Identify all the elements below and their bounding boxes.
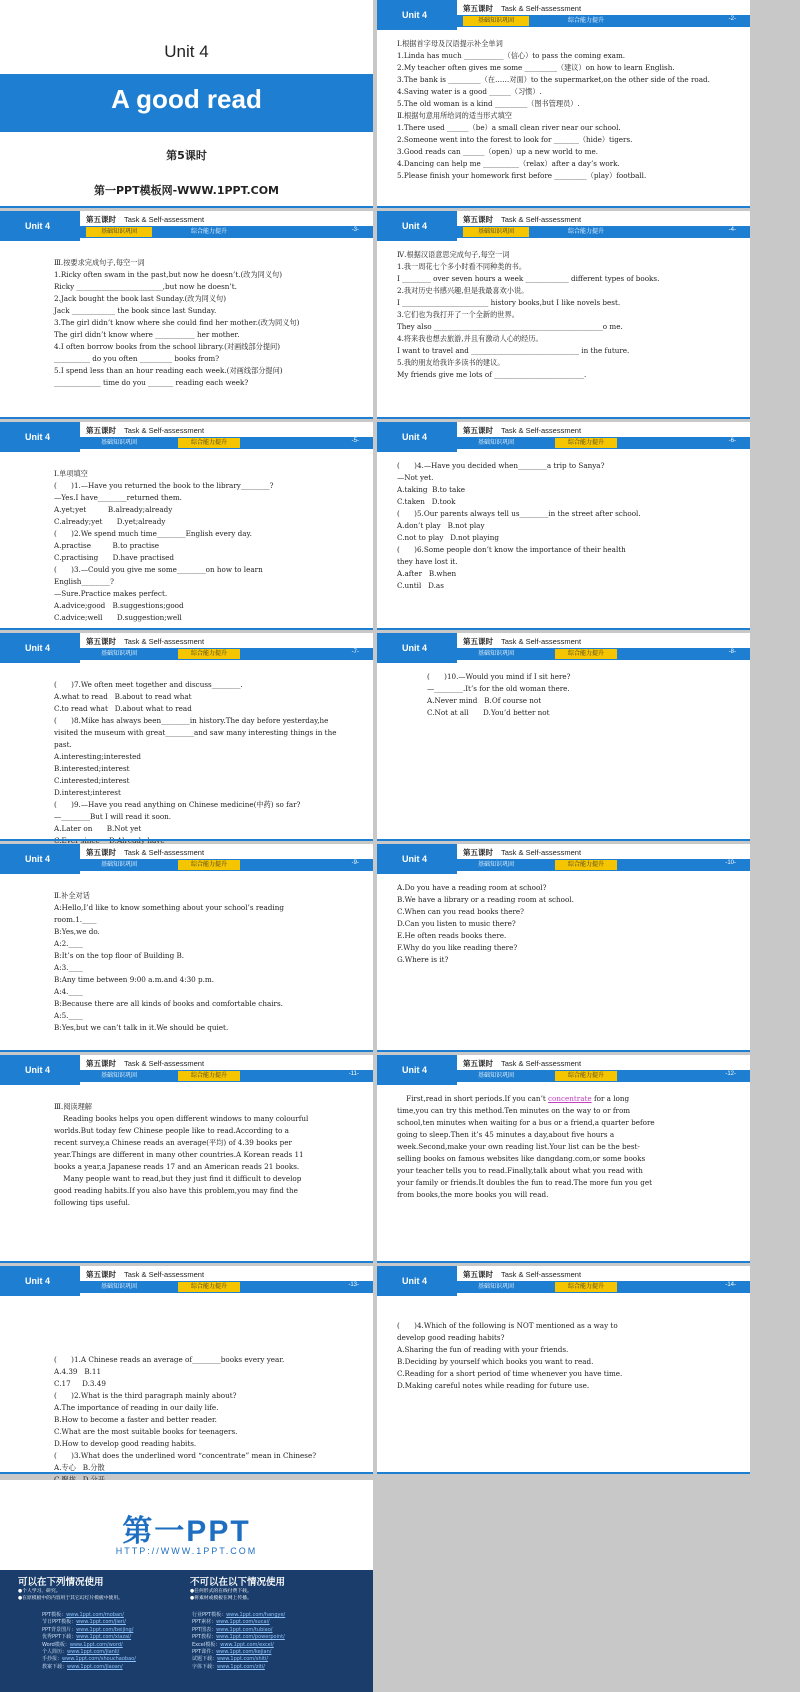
link-url[interactable]: www.1ppt.com/jianli/ xyxy=(67,1649,120,1656)
text-line: ( )4.—Have you decided when________a trip to Sanya? xyxy=(397,461,605,470)
tab-basic[interactable]: 基础知识巩固 xyxy=(477,1073,514,1079)
exercise-slide xyxy=(0,1055,373,1263)
text-line: ( )1.A Chinese reads an average of________books every year. xyxy=(54,1355,285,1364)
exercise-slide xyxy=(377,1266,750,1474)
text-line: ( )10.—Would you mind if I sit here? xyxy=(427,672,571,681)
link-label: PPT图表： xyxy=(192,1626,217,1633)
tab-basic[interactable]: 基础知识巩固 xyxy=(100,440,137,446)
text-line: ( )5.Our parents always tell us________in the street after school. xyxy=(397,509,641,518)
link-url[interactable]: www.1ppt.com/sucai/ xyxy=(216,1619,270,1626)
text-line: 3.它们也为我打开了一个全新的世界。 xyxy=(397,310,519,319)
cannot-use-title: 不可以在以下情况使用 xyxy=(190,1577,286,1588)
slide-header xyxy=(0,1266,373,1296)
cannot-use-item: ●任何形式的在线付费下载。 xyxy=(190,1589,252,1594)
links-right xyxy=(192,1612,368,1671)
text-line: 4.I often borrow books from the school library.(对画线部分提问) xyxy=(54,342,280,351)
slide-body xyxy=(377,32,770,182)
text-line: Jack ____________ the book since last Sunday. xyxy=(54,306,217,315)
slide-header xyxy=(377,0,750,30)
text-line: B.We have a library or a reading room at school. xyxy=(397,895,574,904)
link-url[interactable]: www.1ppt.com/hangye/ xyxy=(226,1612,286,1618)
tab-basic[interactable]: 基础知识巩固 xyxy=(100,862,137,868)
slide-body xyxy=(0,454,427,624)
tab-advanced[interactable]: 综合能力提升 xyxy=(555,649,617,659)
page-number: -10- xyxy=(725,860,736,866)
text-line: B:Yes,but we can’t talk in it.We should be quiet. xyxy=(54,1023,229,1032)
text-line: 1.我一周花七个多小时看不同种类的书。 xyxy=(397,262,527,271)
unit-label: Unit 4 xyxy=(0,844,80,874)
text-line: C.to read what D.about what to read xyxy=(54,704,192,713)
tab-advanced[interactable]: 综合能力提升 xyxy=(567,18,604,24)
page-number: -6- xyxy=(728,438,736,444)
ppt-logo-url: HTTP://WWW.1PPT.COM xyxy=(115,1546,258,1556)
text-line: Many people want to read,but they just find it difficult to develop xyxy=(54,1174,302,1183)
text-line: C.already;yet D.yet;already xyxy=(54,517,166,526)
tab-basic[interactable]: 基础知识巩固 xyxy=(477,1284,514,1290)
exercise-slide xyxy=(377,211,750,419)
unit-label: Unit 4 xyxy=(377,1055,457,1085)
text-line: C.interested;interest xyxy=(54,776,130,785)
text-line: ( )2.What is the third paragraph mainly about? xyxy=(54,1391,237,1400)
slide-body xyxy=(377,454,770,592)
text-line: Ⅳ.根据汉语意思完成句子,每空一词 xyxy=(397,250,510,259)
page-number: -12- xyxy=(725,1071,736,1077)
text-line: visited the museum with great________and saw many interesting things in the xyxy=(54,728,337,737)
text-line: E.He often reads books there. xyxy=(397,931,507,940)
link-label: PPT背景图片： xyxy=(42,1626,77,1633)
link-row xyxy=(192,1642,368,1649)
text-line: your family or friends.It doubles the fun to read.The more fun you get xyxy=(397,1178,652,1187)
lesson-title: 第五课时 Task & Self-assessment xyxy=(463,848,582,857)
link-row xyxy=(192,1634,368,1641)
cover-slide xyxy=(0,0,373,208)
slide-body xyxy=(0,876,427,1034)
tab-basic[interactable]: 基础知识巩固 xyxy=(477,862,514,868)
tab-advanced[interactable]: 综合能力提升 xyxy=(190,229,227,235)
lesson-title: 第五课时 Task & Self-assessment xyxy=(463,426,582,435)
exercise-slide xyxy=(377,422,750,630)
exercise-slide xyxy=(0,1266,373,1474)
tab-basic[interactable]: 基础知识巩固 xyxy=(100,651,137,657)
link-url[interactable]: www.1ppt.com/moban/ xyxy=(66,1612,124,1618)
text-line: ( )6.Some people don’t know the importance of their health xyxy=(397,545,626,554)
text-line: A:2.____ xyxy=(54,939,83,948)
page-number: -2- xyxy=(728,16,736,22)
slide-bottom-line xyxy=(0,206,373,208)
lesson-title: 第五课时 Task & Self-assessment xyxy=(86,1270,205,1279)
link-url[interactable]: www.1ppt.com/shouchaobao/ xyxy=(62,1656,136,1663)
link-url[interactable]: www.1ppt.com/jieri/ xyxy=(76,1619,126,1626)
text-line: C.When can you read books there? xyxy=(397,907,524,916)
text-line: going to sleep.Then it’s 45 minutes a day,about five hours a xyxy=(397,1130,615,1139)
text-line: A:3.____ xyxy=(54,963,83,972)
slide-bottom-line xyxy=(377,417,750,419)
text-line: D.How to develop good reading habits. xyxy=(54,1439,197,1448)
tab-advanced[interactable]: 综合能力提升 xyxy=(178,1071,240,1081)
tab-advanced[interactable]: 综合能力提升 xyxy=(178,649,240,659)
text-line: A.Sharing the fun of reading with your friends. xyxy=(397,1345,569,1354)
slide-bottom-line xyxy=(377,1261,750,1263)
page-number: -11- xyxy=(348,1071,359,1077)
link-url[interactable]: www.1ppt.com/shiti/ xyxy=(217,1656,269,1663)
text-line: D.interest;interest xyxy=(54,788,121,797)
slide-body xyxy=(377,243,770,381)
slide-header xyxy=(377,211,750,241)
text-line: 2.My teacher often gives me some _________（建议）on how to learn English. xyxy=(397,63,675,72)
lesson-title: 第五课时 Task & Self-assessment xyxy=(463,1270,582,1279)
tab-advanced[interactable]: 综合能力提升 xyxy=(555,1282,617,1292)
text-line: 4.Saving water is a good ______（习惯）. xyxy=(397,87,542,96)
ppt-logo: 第一PPT xyxy=(122,1515,251,1548)
can-use-item: ●个人学习、研究。 xyxy=(18,1589,61,1594)
text-line: C.What are the most suitable books for teenagers. xyxy=(54,1427,238,1436)
text-line: A.专心 B.分散 xyxy=(54,1463,105,1472)
text-line: English________? xyxy=(54,577,114,586)
tab-advanced[interactable]: 综合能力提升 xyxy=(555,1071,617,1081)
lesson-title: 第五课时 Task & Self-assessment xyxy=(86,1059,205,1068)
slide-bottom-line xyxy=(0,417,373,419)
tab-advanced[interactable]: 综合能力提升 xyxy=(567,229,604,235)
lesson-title: 第五课时 Task & Self-assessment xyxy=(463,1059,582,1068)
exercise-slide xyxy=(0,422,373,630)
text-line: recent survey,a Chinese reads an average(平均) of 4.39 books per xyxy=(54,1138,292,1147)
link-label: 手抄报： xyxy=(42,1656,63,1663)
exercise-slide xyxy=(377,844,750,1052)
text-line: ( )3.—Could you give me some________on how to learn xyxy=(54,565,263,574)
slide-body xyxy=(377,876,770,966)
slide-header xyxy=(377,422,750,452)
text-line: 5.The old woman is a kind _________（图书管理员）. xyxy=(397,99,580,108)
unit-label: Unit 4 xyxy=(377,211,457,241)
tab-basic[interactable]: 基础知识巩固 xyxy=(100,1284,137,1290)
unit-label: Unit 4 xyxy=(0,422,80,452)
text-line: The girl didn’t know where ___________ her mother. xyxy=(54,330,240,339)
text-line: A.advice;good B.suggestions;good xyxy=(54,601,184,610)
slide-header xyxy=(377,1266,750,1296)
unit-label: Unit 4 xyxy=(377,422,457,452)
link-label: PPT模板： xyxy=(42,1612,67,1618)
unit-label: Unit 4 xyxy=(0,211,80,241)
unit-label: Unit 4 xyxy=(377,1266,457,1296)
slide-header xyxy=(377,1055,750,1085)
text-line: B:Any time between 9:00 a.m.and 4:30 p.m. xyxy=(54,975,215,984)
slide-bottom-line xyxy=(0,628,373,630)
lesson-title: 第五课时 Task & Self-assessment xyxy=(463,215,582,224)
text-line: I ________________________ history books,but I like novels best. xyxy=(397,298,621,307)
slide-header xyxy=(377,844,750,874)
text-line: D.Can you listen to music there? xyxy=(397,919,516,928)
link-url[interactable]: www.1ppt.com/kejian/ xyxy=(216,1649,272,1656)
slide-bottom-line xyxy=(377,839,750,841)
link-label: 试题下载： xyxy=(192,1656,218,1663)
tab-advanced[interactable]: 综合能力提升 xyxy=(178,438,240,448)
text-line: 5.I spend less than an hour reading each week.(对画线部分提问) xyxy=(54,366,283,375)
text-line: My friends give me lots of _________________________. xyxy=(397,370,587,379)
slide-bottom-line xyxy=(377,1472,750,1474)
text-line: —Sure.Practice makes perfect. xyxy=(54,589,168,598)
text-line: year.Things are different in many other countries.A Korean reads 11 xyxy=(54,1150,304,1159)
text-line: F.Why do you like reading there? xyxy=(397,943,518,952)
page-number: -9- xyxy=(351,860,359,866)
text-line: A.don’t play B.not play xyxy=(397,521,485,530)
unit-label: Unit 4 xyxy=(377,844,457,874)
cover-site: 第一PPT模板网-WWW.1PPT.COM xyxy=(93,184,280,197)
text-line: Ⅱ.根据句意用所给词的适当形式填空 xyxy=(397,111,512,120)
can-use-item: ●在原模板中的内容用于其它幻灯片模板中使用。 xyxy=(18,1596,123,1601)
tab-basic[interactable]: 基础知识巩固 xyxy=(86,227,152,237)
text-line: —________.It’s for the old woman there. xyxy=(427,684,570,693)
text-line: B:Because there are all kinds of books and comfortable chairs. xyxy=(54,999,283,1008)
text-line: ( )2.We spend much time________English every day. xyxy=(54,529,252,538)
slide-bottom-line xyxy=(0,1261,373,1263)
text-line: I want to travel and ______________________________ in the future. xyxy=(397,346,630,355)
text-line: 2.我对历史书感兴趣,但是我最喜欢小说。 xyxy=(397,286,529,295)
text-line: C.Reading for a short period of time whenever you have time. xyxy=(397,1369,623,1378)
link-label: PPT教程： xyxy=(192,1634,217,1641)
slide-bottom-line xyxy=(377,628,750,630)
tab-advanced[interactable]: 综合能力提升 xyxy=(178,1282,240,1292)
text-line: room.1.____ xyxy=(54,915,97,924)
text-line: A.Later on B.Not yet xyxy=(54,824,142,833)
cover-unit: Unit 4 xyxy=(164,42,209,61)
link-label: 字体下载： xyxy=(192,1663,218,1670)
link-label: PPT课件： xyxy=(192,1649,217,1656)
tab-advanced[interactable]: 综合能力提升 xyxy=(555,438,617,448)
text-line: A.Do you have a reading room at school? xyxy=(397,883,547,892)
text-line: A.yet;yet B.already;already xyxy=(54,505,173,514)
text-line: G.Where is it? xyxy=(397,955,449,964)
unit-label: Unit 4 xyxy=(0,633,80,663)
text-line: ( )7.We often meet together and discuss________. xyxy=(54,680,243,689)
link-label: Excel模板： xyxy=(192,1641,221,1648)
lesson-title: 第五课时 Task & Self-assessment xyxy=(86,215,205,224)
link-url[interactable]: www.1ppt.com/word/ xyxy=(69,1641,123,1648)
text-line: 1.Ricky often swam in the past,but now he doesn’t.(改为同义句) xyxy=(54,270,283,279)
page-number: -7- xyxy=(351,649,359,655)
page-number: -3- xyxy=(351,227,359,233)
text-line: following tips useful. xyxy=(54,1198,131,1207)
slide-header xyxy=(377,633,750,663)
exercise-slide xyxy=(377,633,750,841)
slide-bottom-line xyxy=(0,839,373,841)
slide-header xyxy=(0,1055,373,1085)
tab-basic[interactable]: 基础知识巩固 xyxy=(100,1073,137,1079)
text-line: ( )3.What does the underlined word “concentrate” mean in Chinese? xyxy=(54,1451,317,1460)
slide-body xyxy=(0,665,427,847)
lesson-title: 第五课时 Task & Self-assessment xyxy=(86,426,205,435)
text-line: __________ do you often _________ books from? xyxy=(54,354,220,363)
text-line: they have lost it. xyxy=(397,557,458,566)
text-line: B:Yes,we do. xyxy=(54,927,100,936)
slide-body xyxy=(377,1087,770,1201)
text-line: C.advice;well D.suggestion;well xyxy=(54,613,182,622)
text-line: B.How to become a faster and better reader. xyxy=(54,1415,217,1424)
exercise-slide xyxy=(0,633,373,841)
page-number: -5- xyxy=(351,438,359,444)
link-url[interactable]: www.1ppt.com/jiaoan/ xyxy=(67,1663,123,1670)
text-line: school,ten minutes when waiting for a bus or a friend,a quarter before xyxy=(397,1118,655,1127)
text-line: develop good reading habits? xyxy=(397,1333,505,1342)
unit-label: Unit 4 xyxy=(377,0,457,30)
text-line: 4.Dancing can help me __________（relax）after a day’s work. xyxy=(397,159,620,168)
page-number: -4- xyxy=(728,227,736,233)
cover-lesson: 第5课时 xyxy=(166,149,207,162)
slide-header xyxy=(0,633,373,663)
link-url[interactable]: www.1ppt.com/beijing/ xyxy=(76,1626,134,1633)
text-line: 5.Please finish your homework first before _________（play）football. xyxy=(397,171,647,180)
text-line: _____________ time do you _______ reading each week? xyxy=(54,378,249,387)
text-line: A.Never mind B.Of course not xyxy=(427,696,542,705)
unit-label: Unit 4 xyxy=(0,1266,80,1296)
tab-basic[interactable]: 基础知识巩固 xyxy=(477,651,514,657)
text-line: 2.Jack bought the book last Sunday.(改为同义句) xyxy=(54,294,227,303)
text-line: —Not yet. xyxy=(397,473,434,482)
link-url[interactable]: www.1ppt.com/ziti/ xyxy=(217,1663,265,1670)
text-line: A:Hello,I’d like to know something about your school’s reading xyxy=(54,903,284,912)
text-line: I ________ over seven hours a week ____________ different types of books. xyxy=(397,274,660,283)
text-line: C.not to play D.not playing xyxy=(397,533,499,542)
slide-bottom-line xyxy=(0,1472,373,1474)
cover-title: A good read xyxy=(111,84,262,114)
text-line: A.what to read B.about to read what xyxy=(54,692,192,701)
text-line: ( )4.Which of the following is NOT mentioned as a way to xyxy=(397,1321,618,1330)
text-line: A:5.____ xyxy=(54,1011,83,1020)
slide-bottom-line xyxy=(377,206,750,208)
page-number: -14- xyxy=(725,1282,736,1288)
text-line: your teacher tells you to read.Finally,talk about what you read with xyxy=(397,1166,643,1175)
link-label: 个人简历： xyxy=(42,1649,68,1656)
unit-label: Unit 4 xyxy=(377,633,457,663)
exercise-slide xyxy=(377,0,750,208)
text-line: good reading habits.If you also have this problem,you may find the xyxy=(54,1186,298,1195)
unit-label: Unit 4 xyxy=(0,1055,80,1085)
text-line: 2.Someone went into the forest to look for _______（hide）tigers. xyxy=(397,135,633,144)
exercise-slide xyxy=(377,1055,750,1263)
lesson-title: 第五课时 Task & Self-assessment xyxy=(86,848,205,857)
lesson-title: 第五课时 Task & Self-assessment xyxy=(463,4,582,13)
slide-body xyxy=(0,243,427,389)
link-label: 教案下载： xyxy=(42,1663,68,1670)
text-line: Ⅱ.补全对话 xyxy=(54,891,90,900)
text-line: C.17 D.3.49 xyxy=(54,1379,106,1388)
text-line: selling books on famous websites like dangdang.com,or some books xyxy=(397,1154,646,1163)
tab-basic[interactable]: 基础知识巩固 xyxy=(463,16,529,26)
link-row xyxy=(192,1664,368,1671)
slide-header xyxy=(0,422,373,452)
text-line: 5.我的朋友给我许多读书的建议。 xyxy=(397,358,505,367)
slide-header xyxy=(0,211,373,241)
slide-body xyxy=(0,1298,427,1486)
slide-body xyxy=(377,665,800,719)
text-line: Ricky ________________________,but now he doesn’t. xyxy=(54,282,237,291)
link-url[interactable]: www.1ppt.com/tubiao/ xyxy=(216,1626,273,1633)
link-url[interactable]: www.1ppt.com/xiazai/ xyxy=(76,1634,132,1641)
cannot-use-column xyxy=(190,1574,368,1602)
text-line: ( )1.—Have you returned the book to the library________? xyxy=(54,481,274,490)
link-url[interactable]: www.1ppt.com/excel/ xyxy=(220,1641,274,1648)
text-line: B:It’s on the top floor of Building B. xyxy=(54,951,185,960)
link-row xyxy=(192,1656,368,1663)
text-line: C.taken D.took xyxy=(397,497,456,506)
tab-basic[interactable]: 基础知识巩固 xyxy=(477,440,514,446)
cannot-use-item: ●将素材或模板在网上传播。 xyxy=(190,1596,252,1601)
link-row xyxy=(192,1619,368,1626)
text-line: A.The importance of reading in our daily life. xyxy=(54,1403,219,1412)
text-line: 3.Good reads can ______（open）up a new world to me. xyxy=(397,147,599,156)
tab-advanced[interactable]: 综合能力提升 xyxy=(178,860,240,870)
tab-advanced[interactable]: 综合能力提升 xyxy=(555,860,617,870)
page-number: -13- xyxy=(348,1282,359,1288)
text-line: week.Second,make your own reading list.Your list can be the best- xyxy=(397,1142,640,1151)
text-line: past. xyxy=(54,740,72,749)
link-label: 节日PPT模板： xyxy=(42,1619,77,1626)
slide-body xyxy=(377,1298,770,1392)
text-line: B.interested;interest xyxy=(54,764,130,773)
slide-bottom-line xyxy=(0,1050,373,1052)
text-line: D.Making careful notes while reading for future use. xyxy=(397,1381,590,1390)
can-use-title: 可以在下列情况使用 xyxy=(18,1577,104,1588)
text-line: C.until D.as xyxy=(397,581,444,590)
text-line: C.practising D.have practised xyxy=(54,553,175,562)
link-label: Word模板： xyxy=(42,1641,70,1648)
exercise-slide xyxy=(0,844,373,1052)
text-line: —________But I will read it soon. xyxy=(54,812,172,821)
text-line: Ⅰ.根据首字母及汉语提示补全单词 xyxy=(397,39,503,48)
text-line: Ⅲ.阅读理解 xyxy=(54,1102,92,1111)
page-number: -8- xyxy=(728,649,736,655)
link-url[interactable]: www.1ppt.com/powerpoint/ xyxy=(216,1634,285,1641)
link-label: 优秀PPT下载： xyxy=(42,1634,77,1641)
slide-header xyxy=(0,844,373,874)
text-line: First,read in short periods.If you can’t concentrate for a long xyxy=(397,1094,630,1103)
lesson-title: 第五课时 Task & Self-assessment xyxy=(86,637,205,646)
text-line: C.Not at all D.You’d better not xyxy=(427,708,550,717)
link-label: 行业PPT模板： xyxy=(192,1612,227,1618)
text-line: —Yes.I have________returned them. xyxy=(54,493,182,502)
text-line: 1.Linda has much ___________（信心）to pass the coming exam. xyxy=(397,51,626,60)
exercise-slide xyxy=(0,211,373,419)
link-label: PPT素材： xyxy=(192,1619,217,1626)
text-line: Ⅲ.按要求完成句子,每空一词 xyxy=(54,258,145,267)
text-line: Reading books helps you open different windows to many colourful xyxy=(54,1114,309,1123)
text-line: A.4.39 B.11 xyxy=(54,1367,102,1376)
text-line: worlds.But today few Chinese people like to read.According to a xyxy=(54,1126,289,1135)
text-line: B.Deciding by yourself which books you want to read. xyxy=(397,1357,594,1366)
text-line: A:4.____ xyxy=(54,987,83,996)
text-line: 3.The girl didn’t know where she could find her mother.(改为同义句) xyxy=(54,318,300,327)
text-line: A.taking B.to take xyxy=(397,485,465,494)
tab-basic[interactable]: 基础知识巩固 xyxy=(463,227,529,237)
text-line: time,you can try this method.Ten minutes on the way to or from xyxy=(397,1106,631,1115)
slide-body xyxy=(0,1087,427,1209)
text-line: 1.There used ______（be）a small clean river near our school. xyxy=(397,123,621,132)
text-line: from books,the more books you will read. xyxy=(397,1190,549,1199)
text-line: ( )8.Mike has always been________in history.The day before yesterday,he xyxy=(54,716,329,725)
slide-bottom-line xyxy=(377,1050,750,1052)
text-line: A.interesting;interested xyxy=(54,752,141,761)
text-line: They also _______________________________________________o me. xyxy=(397,322,623,331)
text-line: 4.将来我也想去旅游,并且有激动人心的经历。 xyxy=(397,334,543,343)
can-use-column xyxy=(18,1574,196,1602)
text-line: A.after B.when xyxy=(397,569,457,578)
text-line: A.practise B.to practise xyxy=(54,541,160,550)
text-line: Ⅰ.单项填空 xyxy=(54,469,88,478)
text-line: 3.The bank is _________（在……对面）to the supermarket,on the other side of the road. xyxy=(397,75,710,84)
text-line: books a year,a Japanese reads 17 and an American reads 21 books. xyxy=(54,1162,300,1171)
lesson-title: 第五课时 Task & Self-assessment xyxy=(463,637,582,646)
text-line: ( )9.—Have you read anything on Chinese medicine(中药) so far? xyxy=(54,800,301,809)
